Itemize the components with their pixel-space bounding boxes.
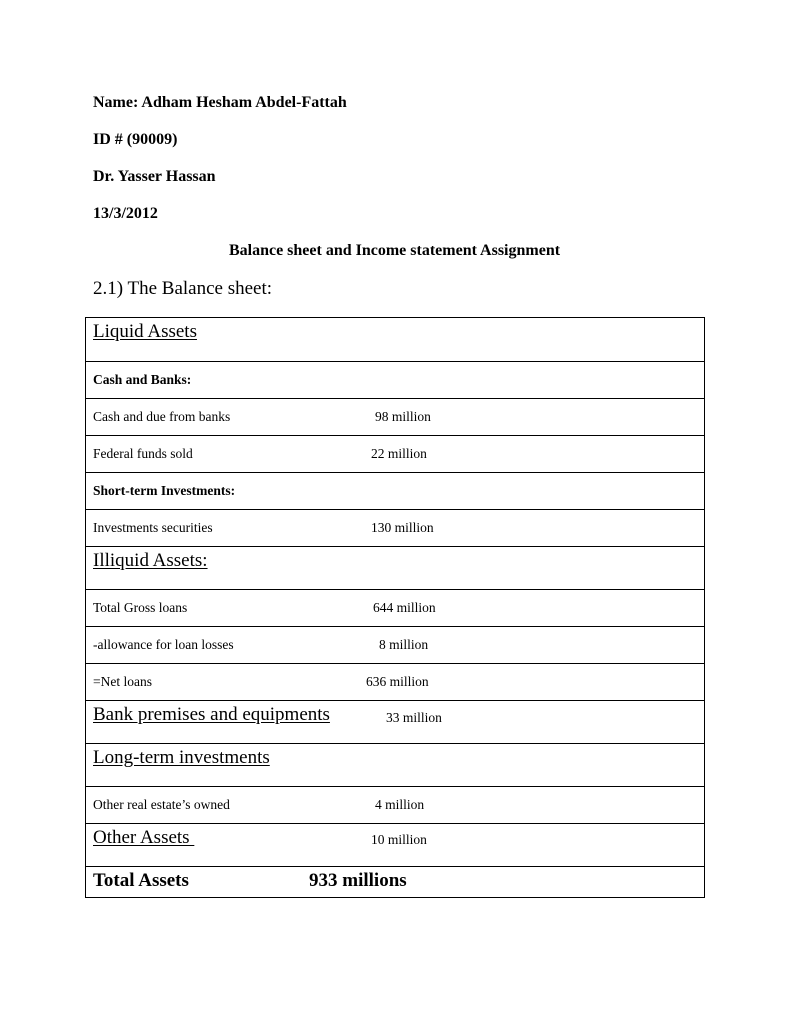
net-loans-label: =Net loans [93,674,152,689]
table-row [86,472,704,509]
table-row [86,589,704,626]
table-row [86,626,704,663]
table-row [86,786,704,823]
liquid-assets-heading: Liquid Assets [93,321,197,342]
gross-loans-value: 644 million [373,600,436,615]
section-heading: 2.1) The Balance sheet: [93,278,273,299]
gross-loans-label: Total Gross loans [93,600,188,615]
table-row [86,361,704,398]
total-row [86,866,704,897]
real-estate-label: Other real estate’s owned [93,797,230,812]
allowance-value: 8 million [379,637,429,652]
cash-and-banks-subheading: Cash and Banks: [93,372,192,387]
instructor-name: Dr. Yasser Hassan [93,168,216,185]
table-row [86,398,704,435]
inv-sec-label: Investments securities [93,520,213,535]
date: 13/3/2012 [93,205,158,222]
table-row [86,509,704,546]
student-id: ID # (90009) [93,131,178,148]
cash-due-value: 98 million [375,409,431,424]
premises-heading: Bank premises and equipments [93,704,330,725]
allowance-label: -allowance for loan losses [93,637,234,652]
long-term-heading: Long-term investments [93,747,270,768]
other-assets-value: 10 million [371,832,427,847]
table-row [86,663,704,700]
table-row [86,435,704,472]
real-estate-value: 4 million [375,797,425,812]
fed-funds-label: Federal funds sold [93,446,193,461]
cash-due-label: Cash and due from banks [93,409,231,424]
other-assets-heading: Other Assets [93,827,195,848]
document-title [0,242,791,260]
total-assets-label: Total Assets [93,870,189,891]
table-row [86,318,704,361]
document-title-text: Balance sheet and Income statement Assignment [228,242,561,259]
balance-sheet-table [85,317,705,898]
table-row [86,700,704,743]
student-name: Name: Adham Hesham Abdel-Fattah [93,94,347,111]
fed-funds-value: 22 million [371,446,427,461]
table-row [86,546,704,589]
net-loans-value: 636 million [366,674,429,689]
table-row [86,743,704,786]
premises-value: 33 million [386,710,442,725]
inv-sec-value: 130 million [371,520,434,535]
illiquid-assets-heading: Illiquid Assets: [93,550,208,571]
total-assets-value: 933 millions [309,870,407,891]
short-term-subheading: Short-term Investments: [93,483,236,498]
table-row [86,823,704,866]
